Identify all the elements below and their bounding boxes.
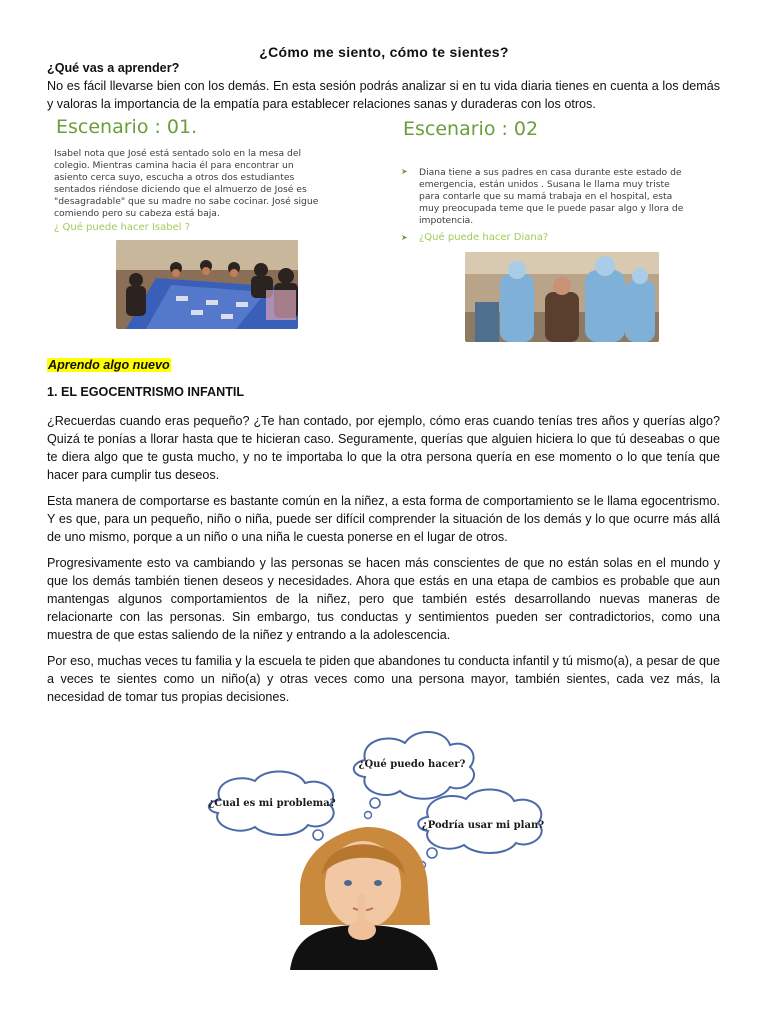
cloud-3-text: ¿Podría usar mi plan? <box>421 820 545 831</box>
paragraph-3: Progresivamente esto va cambiando y las personas se hacen más conscientes de que no están solas en el mundo y que los demás también tienen deseos y necesidades. Ahora que estás en una etapa de cambios es probable que aun mantengas algunos comportamientos de la niñez, pero que también estés desarrollando nuevas maneras de relacionarte con las personas. Sin embargo, tus conductas y sentimientos pueden ser contradictorios, como una muestra de que estas saliendo de la niñez y entrando a la adolescencia. <box>47 556 720 642</box>
girl-figure <box>290 827 438 970</box>
scenario-2-title: Escenario : 02 <box>403 118 539 140</box>
thought-cloud-2 <box>208 771 335 849</box>
scenario-2-question: ¿Qué puede hacer Diana? <box>419 232 549 243</box>
intro-paragraph: No es fácil llevarse bien con los demás. En esta sesión podrás analizar si en tu vida diaria tienes en cuenta a los demás y valoras la importancia de la empatía para establecer relaciones sanas y duraderas con los otros. <box>47 79 720 111</box>
scenario-2-text: Diana tiene a sus padres en casa durante este estado de emergencia, están unidos . Susana le llama muy triste para contarle que su mamá trabaja en el hospital, esta muy preocupada teme que le puede pasar algo y llora de impotencia. <box>419 167 684 226</box>
scenario-2-panel <box>395 112 689 348</box>
paragraph-2: Esta manera de comportarse es bastante común en la niñez, a esta forma de comportamiento se le llama egocentrismo. Y es que, para un pequeño, niño o niña, puede ser difícil comprender la situación de los demás y lo que ocurre más allá de uno mismo, porque a un niño o una niña le cuesta ponerse en el lugar de otros. <box>47 494 720 544</box>
section-highlight: Aprendo algo nuevo <box>48 358 170 372</box>
paragraph-1: ¿Recuerdas cuando eras pequeño? ¿Te han contado, por ejemplo, cómo eras cuando tenías tres años y querías algo? Quizá te ponías a llorar hasta que te hicieran caso. Seguramente, querías que alguien hiciera lo que tú deseabas o que te diera algo que te gusta mucho, y no te importaba lo que la otra persona quería en ese momento o lo que tenía que hacer para cumplir tus deseos. <box>47 414 720 482</box>
cloud-1-text: ¿Qué puedo hacer? <box>358 759 466 770</box>
scenario-1-question: ¿ Qué puede hacer Isabel ? <box>54 222 191 233</box>
arrow-bullet-icon: ➤ <box>401 233 408 242</box>
section-heading: 1. EL EGOCENTRISMO INFANTIL <box>47 385 245 399</box>
intro-heading: ¿Qué vas a aprender? <box>47 61 180 75</box>
scenario-1-panel <box>44 112 334 348</box>
scenario-1-title: Escenario : 01. <box>56 116 198 138</box>
paragraph-4: Por eso, muchas veces tu familia y la escuela te piden que abandones tu conducta infantil y tú mismo(a), a pesar de que a veces te sientes como un niño(a) y otras veces como una persona mayor, también sientes, cada vez más, la necesidad de tomar tus propias decisiones. <box>47 654 720 704</box>
arrow-bullet-icon: ➤ <box>401 167 408 176</box>
page-title: ¿Cómo me siento, cómo te sientes? <box>259 44 509 60</box>
thought-cloud-3 <box>418 789 544 868</box>
cafeteria-photo <box>116 240 298 329</box>
thinking-girl-illustration <box>200 725 560 970</box>
scenario-1-text: Isabel nota que José está sentado solo en la mesa del colegio. Mientras camina hacia él para encontrar un asiento cerca suyo, escucha a otros dos estudiantes sentados riéndose diciendo que el almuerzo de José es "desagradable" que su madre no sabe cocinar. José sigue comiendo pero su cabeza está baja. <box>54 148 319 219</box>
hospital-photo <box>465 252 659 342</box>
cloud-2-text: ¿Cual es mi problema? <box>208 798 336 809</box>
